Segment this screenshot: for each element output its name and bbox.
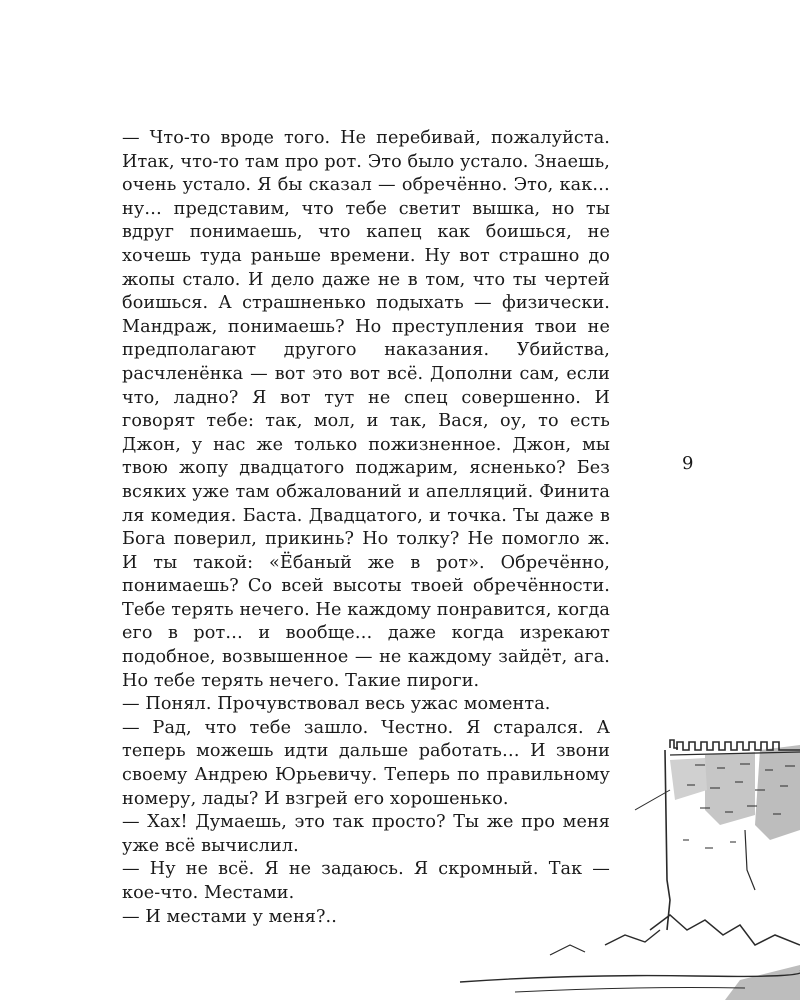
paragraph-3: — Рад, что тебе зашло. Честно. Я старался. А теперь можешь идти дальше работать… И звони своему Андрею Юрьевичу. Теперь по правильному номеру, лады? И взгрей его хорошенько. bbox=[122, 717, 610, 809]
paragraph-1: — Что-то вроде того. Не перебивай, пожалуйста. Итак, что-то там про рот. Это было устало. Знаешь, очень устало. Я бы сказал — обречённо. Это, как… ну… представим, что тебе светит вышка, но ты вдруг понимаешь, что капец как боишься, не хочешь туда раньше времени. Ну вот страшно до жопы стало. И дело даже не в том, что ты чертей боишься. А страшненько подыхать — физически. Мандраж, понимаешь? Но преступления твои не предполагают другого наказания. Убийства, расчленёнка — вот это вот всё. Дополни сам, если что, ладно? Я вот тут не спец совершенно. И говорят тебе: так, мол, и так, Вася, оу, то есть Джон, у нас же только пожизненное. Джон, мы твою жопу двадцатого поджарим, ясненько? Без всяких уже там обжалований и апелляций. Финита ля комедия. Баста. Двадцатого, и точка. Ты даже в Бога поверил, прикинь? Но толку? Не помогло ж. И ты такой: «Ёбаный же в рот». Обречённо, понимаешь? Со всей высоты твоей обречённости. Тебе терять нечего. Не каждому понравится, когда его в рот… и вообще… даже когда изрекают подобное, возвышенное — не каждому зайдёт, ага. Но тебе терять нечего. Такие пироги. bbox=[122, 128, 610, 691]
paragraph-5: — Ну не всё. Я не задаюсь. Я скромный. Так — кое-что. Местами. bbox=[122, 859, 610, 903]
paragraph-2: — Понял. Прочувствовал весь ужас момента. bbox=[122, 694, 551, 715]
page-number: 9 bbox=[682, 453, 694, 474]
paragraph-4: — Хах! Думаешь, это так просто? Ты же про меня уже всё вычислил. bbox=[122, 812, 610, 856]
castle-tower-illustration-icon bbox=[455, 730, 800, 1000]
paragraph-6: — И местами у меня?.. bbox=[122, 906, 337, 927]
